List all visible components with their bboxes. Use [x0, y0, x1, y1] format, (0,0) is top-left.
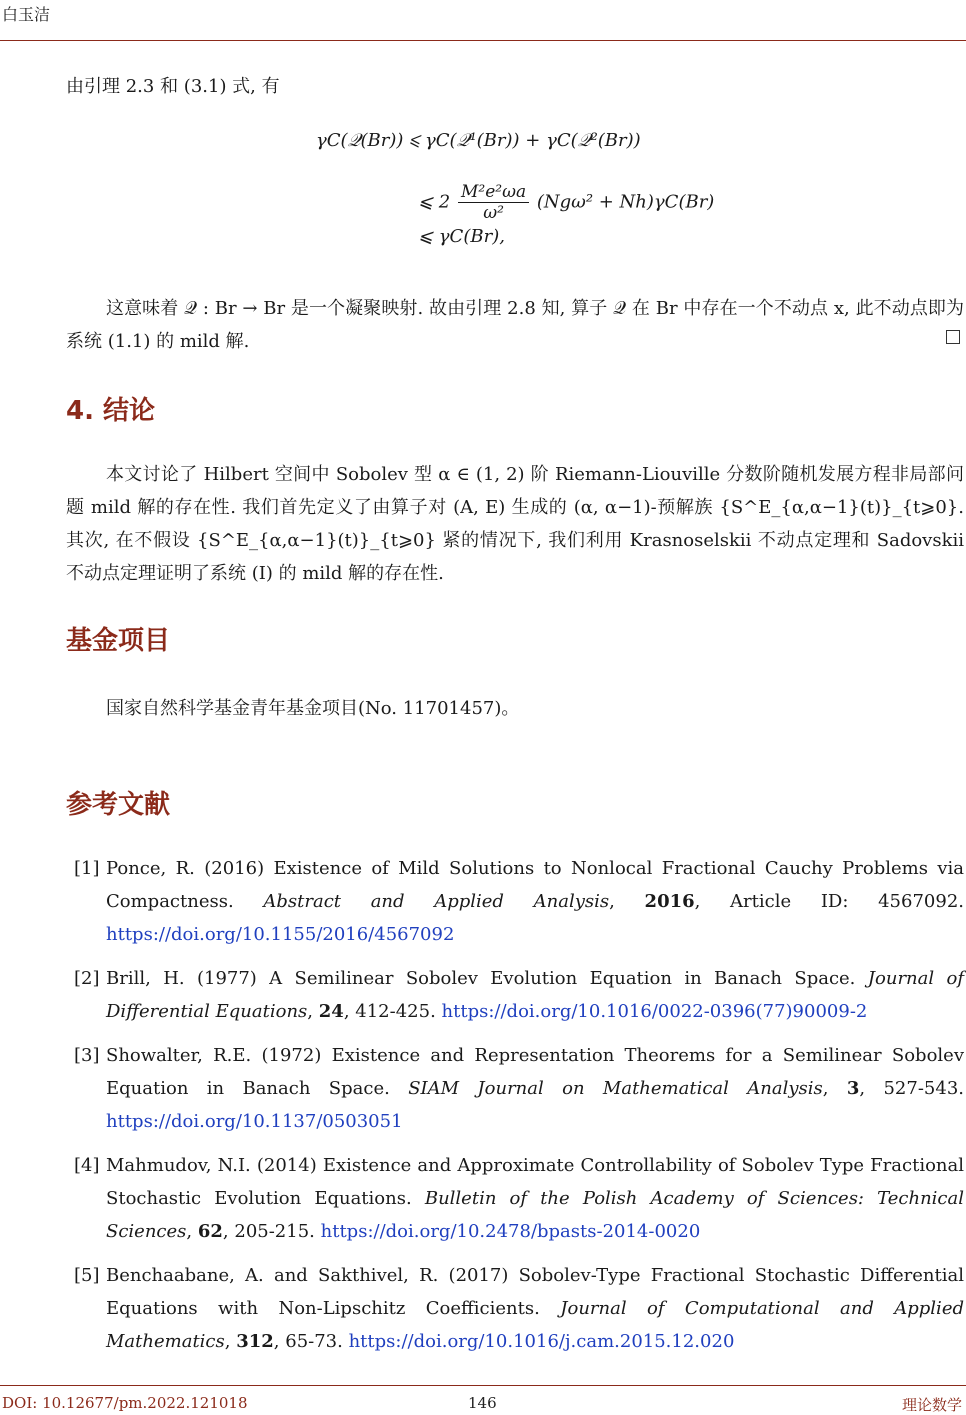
- reference-doi-link[interactable]: https://doi.org/10.1016/0022-0396(77)90009-2: [441, 1001, 868, 1022]
- footer-page-number: 146: [468, 1394, 497, 1412]
- reference-text: Ponce, R. (2016) Existence of Mild Solutions to Nonlocal Fractional Cauchy Problems via Compactness.: [106, 858, 964, 912]
- reference-item: [66, 1149, 964, 1248]
- equation-line-2-suffix: (Ngω² + Nh)γC(Br): [536, 191, 715, 213]
- reference-volume: 3: [846, 1078, 860, 1099]
- equation-line-1: γC(𝒬(Br)) ⩽ γC(𝒬¹(Br)) + γC(𝒬²(Br)): [316, 130, 641, 151]
- reference-pages: , Article ID: 4567092.: [694, 891, 964, 912]
- reference-item: [66, 1039, 964, 1138]
- reference-number: [3]: [74, 1045, 100, 1066]
- reference-text: Brill, H. (1977) A Semilinear Sobolev Evolution Equation in Banach Space.: [106, 968, 856, 989]
- funding-text: 国家自然科学基金青年基金项目(No. 11701457)。: [106, 698, 520, 719]
- header-author: 白玉洁: [2, 5, 51, 24]
- reference-journal: Journal of Computational and Applied Mathematics: [106, 1298, 964, 1352]
- reference-journal: Journal of Differential Equations: [106, 968, 964, 1022]
- footer-doi[interactable]: DOI: 10.12677/pm.2022.121018: [2, 1394, 248, 1412]
- reference-volume: 312: [236, 1331, 274, 1352]
- reference-separator: ,: [822, 1078, 829, 1099]
- reference-item: [66, 852, 964, 951]
- reference-doi-link[interactable]: https://doi.org/10.1137/0503051: [106, 1111, 403, 1132]
- paragraph-proof-end: 这意味着 𝒬 : Br → Br 是一个凝聚映射. 故由引理 2.8 知, 算子 𝒬 在 Br 中存在一个不动点 x, 此不动点即为系统 (1.1) 的 mild 解.: [66, 298, 964, 352]
- reference-volume: 24: [318, 1001, 344, 1022]
- section-heading-funding: 基金项目: [66, 626, 171, 656]
- reference-text: Showalter, R.E. (1972) Existence and Representation Theorems for a Semilinear Sobolev Equation in Banach Space.: [106, 1045, 964, 1099]
- reference-doi-link[interactable]: https://doi.org/10.2478/bpasts-2014-0020: [320, 1221, 701, 1242]
- reference-number: [1]: [74, 858, 100, 879]
- equation-line-3: ⩽ γC(Br),: [418, 226, 505, 247]
- header-divider: [0, 40, 966, 41]
- equation-fraction: [458, 182, 529, 223]
- reference-separator: ,: [224, 1331, 231, 1352]
- reference-volume: 62: [197, 1221, 223, 1242]
- equation-line-2: [418, 182, 714, 223]
- intro-text: 由引理 2.3 和 (3.1) 式, 有: [66, 76, 280, 97]
- reference-separator: ,: [186, 1221, 193, 1242]
- equation-line-2-prefix: ⩽ 2: [418, 191, 451, 213]
- reference-number: [4]: [74, 1155, 100, 1176]
- reference-journal: Abstract and Applied Analysis: [263, 891, 610, 912]
- fraction-numerator: M²e²ωa: [458, 182, 529, 203]
- footer-divider: [0, 1385, 966, 1386]
- reference-number: [2]: [74, 968, 100, 989]
- section-heading-conclusion: 4. 结论: [66, 396, 156, 426]
- fraction-denominator: ω²: [483, 203, 504, 223]
- reference-list: [66, 852, 964, 1369]
- footer-journal-name: 理论数学: [901, 1396, 962, 1414]
- reference-pages: , 65-73.: [273, 1331, 343, 1352]
- paragraph-conclusion: 本文讨论了 Hilbert 空间中 Sobolev 型 α ∈ (1, 2) 阶 Riemann-Liouville 分数阶随机发展方程非局部问题 mild 解的存在性. 我们首先定义了由算子对 (A, E) 生成的 (α, α−1)-预解族 {S^E_{α,α−1}(t)}_{t⩾0}. 其次, 在不假设 {S^E_{α,α−1}(t)}_{t⩾0} 紧的情况下, 我们利用 Krasnoselskii 不动点定理和 Sadovskii 不动点定理证明了系统 (I) 的 mild 解的存在性.: [66, 464, 964, 584]
- reference-pages: , 205-215.: [222, 1221, 315, 1242]
- reference-volume: 2016: [644, 891, 695, 912]
- reference-text: Mahmudov, N.I. (2014) Existence and Approximate Controllability of Sobolev Type Fractional Stochastic Evolution Equations.: [106, 1155, 964, 1209]
- reference-doi-link[interactable]: https://doi.org/10.1016/j.cam.2015.12.020: [348, 1331, 735, 1352]
- section-heading-references: 参考文献: [66, 790, 171, 820]
- reference-pages: , 412-425.: [343, 1001, 436, 1022]
- reference-journal: SIAM Journal on Mathematical Analysis: [408, 1078, 823, 1099]
- reference-number: [5]: [74, 1265, 100, 1286]
- reference-text: Benchaabane, A. and Sakthivel, R. (2017) Sobolev-Type Fractional Stochastic Differential Equations with Non-Lipschitz Coefficients.: [106, 1265, 964, 1319]
- reference-separator: ,: [609, 891, 615, 912]
- reference-doi-link[interactable]: https://doi.org/10.1155/2016/4567092: [106, 924, 455, 945]
- reference-item: [66, 1259, 964, 1358]
- reference-journal: Bulletin of the Polish Academy of Sciences: Technical Sciences: [106, 1188, 964, 1242]
- reference-pages: , 527-543.: [859, 1078, 964, 1099]
- reference-item: [66, 962, 964, 1028]
- qed-square-icon: [946, 330, 960, 344]
- reference-separator: ,: [307, 1001, 314, 1022]
